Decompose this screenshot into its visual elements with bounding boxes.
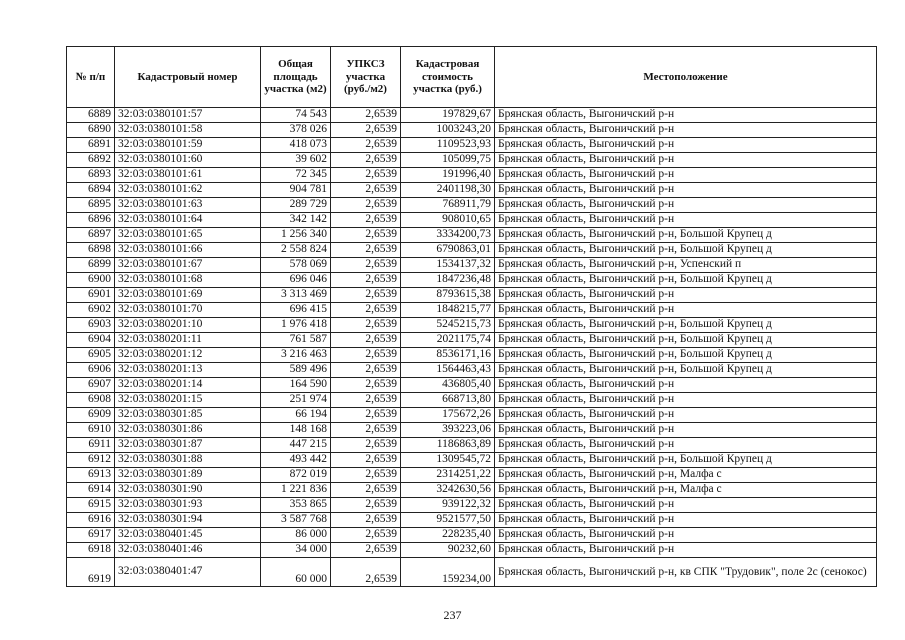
cell-cadastral-value: 1848215,77 bbox=[401, 303, 495, 318]
cell-row-index: 6910 bbox=[67, 423, 115, 438]
cell-cadastral-number: 32:03:0380101:69 bbox=[115, 288, 261, 303]
table-row bbox=[67, 258, 877, 273]
cell-cadastral-number: 32:03:0380301:85 bbox=[115, 408, 261, 423]
cell-cadastral-value: 5245215,73 bbox=[401, 318, 495, 333]
cell-row-index: 6914 bbox=[67, 483, 115, 498]
cell-cadastral-value: 1564463,43 bbox=[401, 363, 495, 378]
cell-upksz: 2,6539 bbox=[331, 138, 401, 153]
cell-row-index: 6906 bbox=[67, 363, 115, 378]
cell-cadastral-value: 6790863,01 bbox=[401, 243, 495, 258]
cell-upksz: 2,6539 bbox=[331, 198, 401, 213]
cell-cadastral-number: 32:03:0380101:57 bbox=[115, 108, 261, 123]
cell-cadastral-value: 3242630,56 bbox=[401, 483, 495, 498]
table-row bbox=[67, 393, 877, 408]
cell-location: Брянская область, Выгоничский р-н, Большой Крупец д bbox=[495, 243, 877, 258]
table-row bbox=[67, 228, 877, 243]
cell-area: 1 221 836 bbox=[261, 483, 331, 498]
cell-cadastral-value: 197829,67 bbox=[401, 108, 495, 123]
table-row bbox=[67, 513, 877, 528]
cell-area: 418 073 bbox=[261, 138, 331, 153]
cell-location: Брянская область, Выгоничский р-н, Большой Крупец д bbox=[495, 363, 877, 378]
cell-area: 3 313 469 bbox=[261, 288, 331, 303]
cell-location: Брянская область, Выгоничский р-н bbox=[495, 168, 877, 183]
cell-upksz: 2,6539 bbox=[331, 543, 401, 558]
cell-row-index: 6892 bbox=[67, 153, 115, 168]
cell-area: 3 587 768 bbox=[261, 513, 331, 528]
cell-cadastral-number: 32:03:0380201:12 bbox=[115, 348, 261, 363]
table-row bbox=[67, 483, 877, 498]
cell-row-index: 6919 bbox=[67, 558, 115, 587]
cell-upksz: 2,6539 bbox=[331, 243, 401, 258]
cell-cadastral-number: 32:03:0380301:90 bbox=[115, 483, 261, 498]
cell-row-index: 6891 bbox=[67, 138, 115, 153]
cell-location: Брянская область, Выгоничский р-н, Большой Крупец д bbox=[495, 333, 877, 348]
cell-row-index: 6893 bbox=[67, 168, 115, 183]
cell-location: Брянская область, Выгоничский р-н bbox=[495, 123, 877, 138]
table-row bbox=[67, 378, 877, 393]
cell-area: 589 496 bbox=[261, 363, 331, 378]
cell-location: Брянская область, Выгоничский р-н bbox=[495, 138, 877, 153]
cell-upksz: 2,6539 bbox=[331, 558, 401, 587]
cell-location: Брянская область, Выгоничский р-н bbox=[495, 513, 877, 528]
cell-cadastral-number: 32:03:0380101:63 bbox=[115, 198, 261, 213]
cell-cadastral-number: 32:03:0380101:65 bbox=[115, 228, 261, 243]
table-row bbox=[67, 423, 877, 438]
cell-cadastral-value: 1186863,89 bbox=[401, 438, 495, 453]
cell-row-index: 6907 bbox=[67, 378, 115, 393]
cell-upksz: 2,6539 bbox=[331, 363, 401, 378]
cell-cadastral-number: 32:03:0380401:45 bbox=[115, 528, 261, 543]
cell-area: 447 215 bbox=[261, 438, 331, 453]
cell-cadastral-number: 32:03:0380201:10 bbox=[115, 318, 261, 333]
table-row bbox=[67, 213, 877, 228]
cell-row-index: 6903 bbox=[67, 318, 115, 333]
cell-area: 39 602 bbox=[261, 153, 331, 168]
table-row bbox=[67, 108, 877, 123]
cell-area: 148 168 bbox=[261, 423, 331, 438]
cell-area: 578 069 bbox=[261, 258, 331, 273]
cell-cadastral-number: 32:03:0380301:88 bbox=[115, 453, 261, 468]
cell-upksz: 2,6539 bbox=[331, 258, 401, 273]
table-row bbox=[67, 168, 877, 183]
cell-upksz: 2,6539 bbox=[331, 153, 401, 168]
cell-cadastral-value: 908010,65 bbox=[401, 213, 495, 228]
cell-upksz: 2,6539 bbox=[331, 228, 401, 243]
cell-cadastral-number: 32:03:0380101:66 bbox=[115, 243, 261, 258]
cell-row-index: 6912 bbox=[67, 453, 115, 468]
cell-cadastral-number: 32:03:0380201:11 bbox=[115, 333, 261, 348]
cell-cadastral-number: 32:03:0380201:14 bbox=[115, 378, 261, 393]
table-row bbox=[67, 303, 877, 318]
cell-cadastral-number: 32:03:0380301:93 bbox=[115, 498, 261, 513]
cell-cadastral-number: 32:03:0380101:58 bbox=[115, 123, 261, 138]
cell-cadastral-number: 32:03:0380101:60 bbox=[115, 153, 261, 168]
cell-cadastral-number: 32:03:0380301:94 bbox=[115, 513, 261, 528]
cell-row-index: 6908 bbox=[67, 393, 115, 408]
cell-area: 34 000 bbox=[261, 543, 331, 558]
cell-cadastral-number: 32:03:0380301:86 bbox=[115, 423, 261, 438]
cell-area: 289 729 bbox=[261, 198, 331, 213]
cell-location: Брянская область, Выгоничский р-н bbox=[495, 423, 877, 438]
table-row bbox=[67, 243, 877, 258]
cell-row-index: 6902 bbox=[67, 303, 115, 318]
header-upksz: УПКСЗ участка (руб./м2) bbox=[331, 47, 401, 108]
cell-upksz: 2,6539 bbox=[331, 213, 401, 228]
cell-upksz: 2,6539 bbox=[331, 348, 401, 363]
cell-upksz: 2,6539 bbox=[331, 303, 401, 318]
table-row bbox=[67, 438, 877, 453]
table-row bbox=[67, 123, 877, 138]
cell-cadastral-value: 2314251,22 bbox=[401, 468, 495, 483]
page-number: 237 bbox=[443, 608, 462, 622]
cell-location: Брянская область, Выгоничский р-н, Малфа с bbox=[495, 468, 877, 483]
cell-location: Брянская область, Выгоничский р-н bbox=[495, 288, 877, 303]
table-row bbox=[67, 138, 877, 153]
cell-location: Брянская область, Выгоничский р-н bbox=[495, 408, 877, 423]
cell-row-index: 6900 bbox=[67, 273, 115, 288]
cell-cadastral-value: 3334200,73 bbox=[401, 228, 495, 243]
cell-location: Брянская область, Выгоничский р-н, Малфа с bbox=[495, 483, 877, 498]
cell-area: 761 587 bbox=[261, 333, 331, 348]
cell-row-index: 6897 bbox=[67, 228, 115, 243]
cell-cadastral-value: 2021175,74 bbox=[401, 333, 495, 348]
cell-cadastral-number: 32:03:0380201:15 bbox=[115, 393, 261, 408]
cell-location: Брянская область, Выгоничский р-н bbox=[495, 528, 877, 543]
cell-area: 60 000 bbox=[261, 558, 331, 587]
cell-area: 2 558 824 bbox=[261, 243, 331, 258]
cell-area: 72 345 bbox=[261, 168, 331, 183]
cell-cadastral-value: 436805,40 bbox=[401, 378, 495, 393]
cell-cadastral-value: 393223,06 bbox=[401, 423, 495, 438]
cell-cadastral-value: 1109523,93 bbox=[401, 138, 495, 153]
cell-area: 164 590 bbox=[261, 378, 331, 393]
cell-area: 696 415 bbox=[261, 303, 331, 318]
cell-cadastral-number: 32:03:0380301:87 bbox=[115, 438, 261, 453]
header-location: Местоположение bbox=[495, 47, 877, 108]
cell-row-index: 6911 bbox=[67, 438, 115, 453]
cell-area: 3 216 463 bbox=[261, 348, 331, 363]
table-row bbox=[67, 333, 877, 348]
table-row bbox=[67, 543, 877, 558]
cell-row-index: 6895 bbox=[67, 198, 115, 213]
cell-location: Брянская область, Выгоничский р-н bbox=[495, 183, 877, 198]
table-row bbox=[67, 528, 877, 543]
cell-area: 1 976 418 bbox=[261, 318, 331, 333]
cell-location: Брянская область, Выгоничский р-н, кв СПК "Трудовик", поле 2с (сенокос) bbox=[495, 558, 877, 587]
cell-cadastral-value: 8536171,16 bbox=[401, 348, 495, 363]
cell-row-index: 6898 bbox=[67, 243, 115, 258]
table-header-row bbox=[67, 47, 877, 108]
cell-cadastral-number: 32:03:0380201:13 bbox=[115, 363, 261, 378]
cell-upksz: 2,6539 bbox=[331, 378, 401, 393]
cell-row-index: 6896 bbox=[67, 213, 115, 228]
cell-row-index: 6917 bbox=[67, 528, 115, 543]
cell-cadastral-value: 768911,79 bbox=[401, 198, 495, 213]
table-row bbox=[67, 153, 877, 168]
cell-location: Брянская область, Выгоничский р-н bbox=[495, 543, 877, 558]
cell-upksz: 2,6539 bbox=[331, 273, 401, 288]
cell-upksz: 2,6539 bbox=[331, 183, 401, 198]
cell-cadastral-value: 159234,00 bbox=[401, 558, 495, 587]
cell-upksz: 2,6539 bbox=[331, 288, 401, 303]
cell-upksz: 2,6539 bbox=[331, 168, 401, 183]
cell-cadastral-value: 228235,40 bbox=[401, 528, 495, 543]
cell-row-index: 6889 bbox=[67, 108, 115, 123]
cell-cadastral-value: 105099,75 bbox=[401, 153, 495, 168]
cell-cadastral-number: 32:03:0380301:89 bbox=[115, 468, 261, 483]
table-row bbox=[67, 318, 877, 333]
table-row bbox=[67, 273, 877, 288]
cell-location: Брянская область, Выгоничский р-н bbox=[495, 393, 877, 408]
cell-location: Брянская область, Выгоничский р-н bbox=[495, 108, 877, 123]
cell-location: Брянская область, Выгоничский р-н, Большой Крупец д bbox=[495, 453, 877, 468]
cell-upksz: 2,6539 bbox=[331, 438, 401, 453]
cell-row-index: 6915 bbox=[67, 498, 115, 513]
cell-area: 66 194 bbox=[261, 408, 331, 423]
cell-upksz: 2,6539 bbox=[331, 423, 401, 438]
cell-location: Брянская область, Выгоничский р-н bbox=[495, 198, 877, 213]
cell-upksz: 2,6539 bbox=[331, 318, 401, 333]
cell-location: Брянская область, Выгоничский р-н bbox=[495, 153, 877, 168]
cell-upksz: 2,6539 bbox=[331, 498, 401, 513]
table-row bbox=[67, 363, 877, 378]
header-index: № п/п bbox=[67, 47, 115, 108]
cell-row-index: 6890 bbox=[67, 123, 115, 138]
cell-upksz: 2,6539 bbox=[331, 528, 401, 543]
cell-row-index: 6901 bbox=[67, 288, 115, 303]
cell-upksz: 2,6539 bbox=[331, 483, 401, 498]
cell-cadastral-number: 32:03:0380101:68 bbox=[115, 273, 261, 288]
table-row bbox=[67, 288, 877, 303]
cell-cadastral-value: 668713,80 bbox=[401, 393, 495, 408]
table-row bbox=[67, 558, 877, 587]
cell-row-index: 6905 bbox=[67, 348, 115, 363]
cell-upksz: 2,6539 bbox=[331, 453, 401, 468]
cell-cadastral-value: 1309545,72 bbox=[401, 453, 495, 468]
cell-cadastral-value: 9521577,50 bbox=[401, 513, 495, 528]
cell-cadastral-value: 1847236,48 bbox=[401, 273, 495, 288]
table-row bbox=[67, 468, 877, 483]
table-row bbox=[67, 198, 877, 213]
cell-location: Брянская область, Выгоничский р-н bbox=[495, 378, 877, 393]
cell-cadastral-value: 1534137,32 bbox=[401, 258, 495, 273]
cell-upksz: 2,6539 bbox=[331, 108, 401, 123]
cell-cadastral-number: 32:03:0380101:61 bbox=[115, 168, 261, 183]
cell-location: Брянская область, Выгоничский р-н, Большой Крупец д bbox=[495, 318, 877, 333]
cell-location: Брянская область, Выгоничский р-н, Большой Крупец д bbox=[495, 348, 877, 363]
cell-upksz: 2,6539 bbox=[331, 123, 401, 138]
cell-location: Брянская область, Выгоничский р-н, Большой Крупец д bbox=[495, 228, 877, 243]
table-row bbox=[67, 408, 877, 423]
table-row bbox=[67, 453, 877, 468]
header-cadastral-number: Кадастровый номер bbox=[115, 47, 261, 108]
cell-location: Брянская область, Выгоничский р-н bbox=[495, 438, 877, 453]
cell-cadastral-number: 32:03:0380401:46 bbox=[115, 543, 261, 558]
header-cadastral-value: Кадастровая стоимость участка (руб.) bbox=[401, 47, 495, 108]
cell-area: 251 974 bbox=[261, 393, 331, 408]
cell-cadastral-value: 175672,26 bbox=[401, 408, 495, 423]
cell-upksz: 2,6539 bbox=[331, 408, 401, 423]
cell-row-index: 6918 bbox=[67, 543, 115, 558]
cell-upksz: 2,6539 bbox=[331, 468, 401, 483]
cell-area: 493 442 bbox=[261, 453, 331, 468]
table-row bbox=[67, 498, 877, 513]
cell-row-index: 6916 bbox=[67, 513, 115, 528]
cell-upksz: 2,6539 bbox=[331, 393, 401, 408]
cell-row-index: 6913 bbox=[67, 468, 115, 483]
cell-cadastral-value: 2401198,30 bbox=[401, 183, 495, 198]
cadastral-table bbox=[66, 46, 877, 587]
cell-cadastral-number: 32:03:0380101:59 bbox=[115, 138, 261, 153]
header-area: Общая площадь участка (м2) bbox=[261, 47, 331, 108]
cell-location: Брянская область, Выгоничский р-н, Большой Крупец д bbox=[495, 273, 877, 288]
table-row bbox=[67, 348, 877, 363]
cell-area: 378 026 bbox=[261, 123, 331, 138]
cell-cadastral-value: 939122,32 bbox=[401, 498, 495, 513]
cell-row-index: 6909 bbox=[67, 408, 115, 423]
cell-area: 74 543 bbox=[261, 108, 331, 123]
cell-cadastral-number: 32:03:0380101:62 bbox=[115, 183, 261, 198]
cell-location: Брянская область, Выгоничский р-н, Успенский п bbox=[495, 258, 877, 273]
cell-area: 1 256 340 bbox=[261, 228, 331, 243]
cell-area: 353 865 bbox=[261, 498, 331, 513]
table-row bbox=[67, 183, 877, 198]
cell-cadastral-number: 32:03:0380101:70 bbox=[115, 303, 261, 318]
cell-location: Брянская область, Выгоничский р-н bbox=[495, 498, 877, 513]
cell-area: 872 019 bbox=[261, 468, 331, 483]
cell-area: 342 142 bbox=[261, 213, 331, 228]
cell-area: 696 046 bbox=[261, 273, 331, 288]
cell-row-index: 6899 bbox=[67, 258, 115, 273]
table-body bbox=[67, 108, 877, 587]
cell-cadastral-value: 1003243,20 bbox=[401, 123, 495, 138]
cell-cadastral-value: 191996,40 bbox=[401, 168, 495, 183]
cell-cadastral-number: 32:03:0380401:47 bbox=[115, 558, 261, 587]
cell-cadastral-value: 8793615,38 bbox=[401, 288, 495, 303]
cell-row-index: 6894 bbox=[67, 183, 115, 198]
cell-cadastral-number: 32:03:0380101:64 bbox=[115, 213, 261, 228]
cell-area: 86 000 bbox=[261, 528, 331, 543]
cell-upksz: 2,6539 bbox=[331, 513, 401, 528]
cell-cadastral-value: 90232,60 bbox=[401, 543, 495, 558]
cell-row-index: 6904 bbox=[67, 333, 115, 348]
cell-location: Брянская область, Выгоничский р-н bbox=[495, 303, 877, 318]
cell-upksz: 2,6539 bbox=[331, 333, 401, 348]
cell-location: Брянская область, Выгоничский р-н bbox=[495, 213, 877, 228]
cell-area: 904 781 bbox=[261, 183, 331, 198]
cell-cadastral-number: 32:03:0380101:67 bbox=[115, 258, 261, 273]
